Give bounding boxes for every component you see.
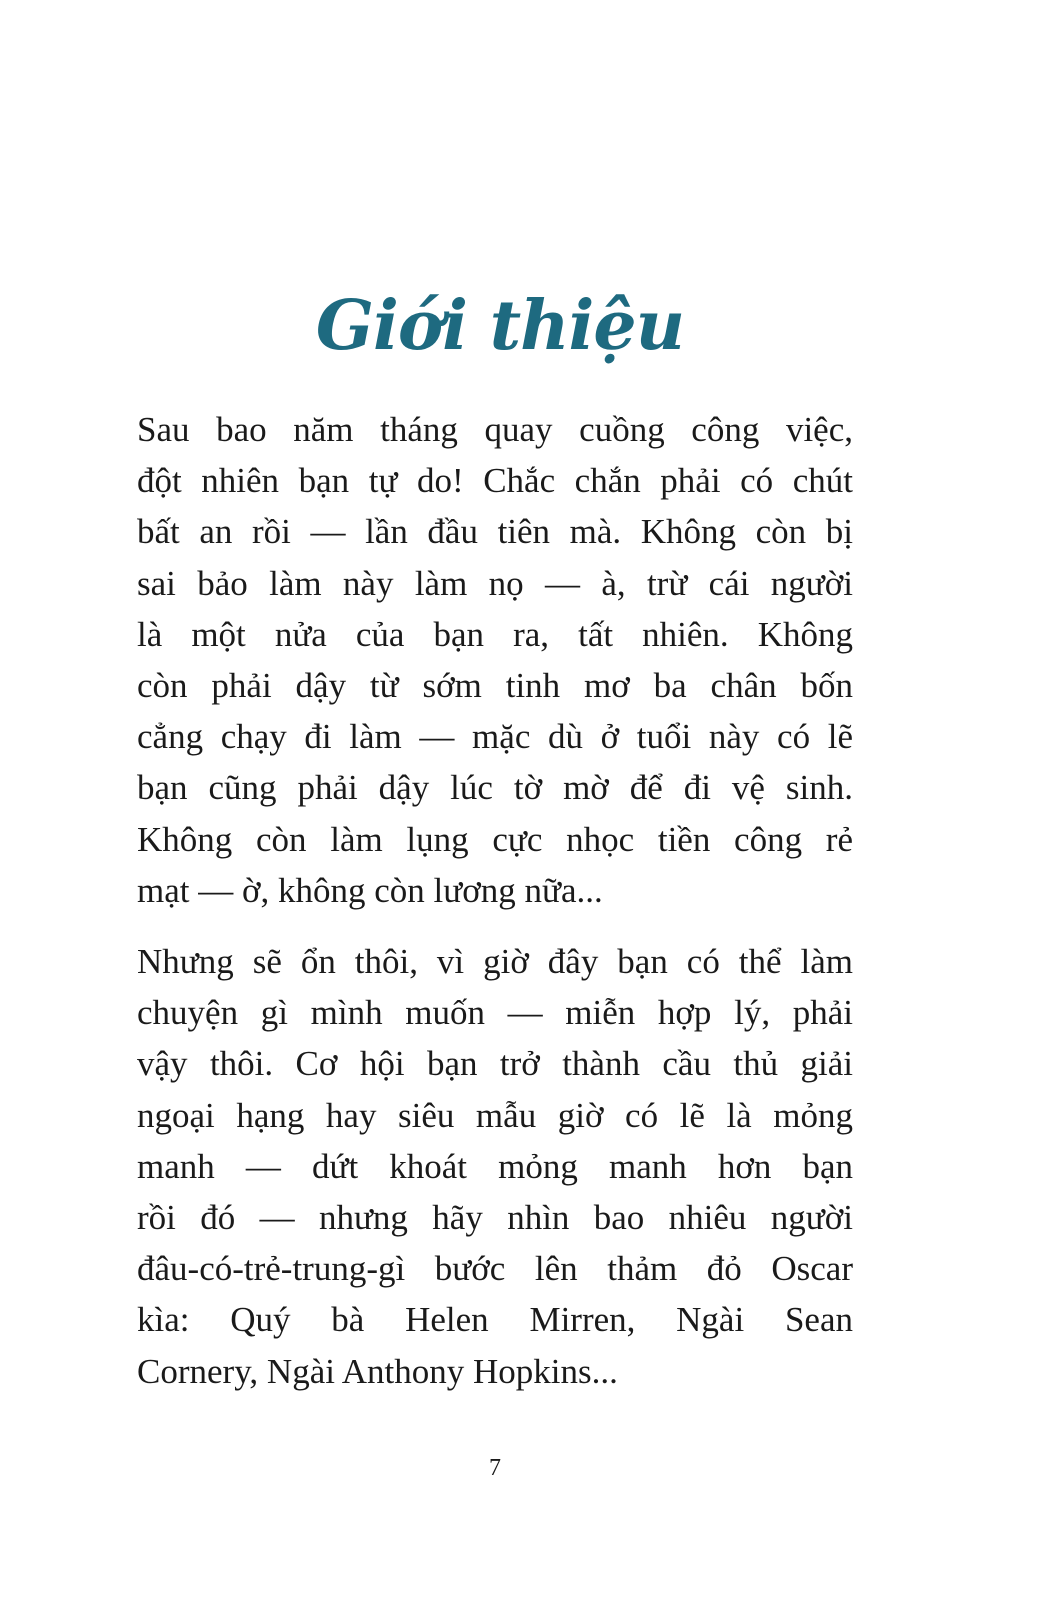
text-line: Nhưng sẽ ổn thôi, vì giờ đây bạn có thể làm — [137, 942, 853, 981]
text-line: bất an rồi — lần đầu tiên mà. Không còn bị — [137, 512, 853, 552]
text-line: Cornery, Ngài Anthony Hopkins... — [137, 1351, 618, 1391]
text-line: bạn cũng phải dậy lúc tờ mờ để đi vệ sinh. — [137, 768, 853, 808]
page-number: 7 — [489, 1455, 501, 1481]
text-line: Không còn làm lụng cực nhọc tiền công rẻ — [137, 819, 853, 859]
paragraph-2 — [137, 936, 853, 1397]
text-line: là một nửa của bạn ra, tất nhiên. Không — [137, 614, 853, 654]
chapter-title: Giới thiệu — [315, 285, 685, 366]
text-line: vậy thôi. Cơ hội bạn trở thành cầu thủ giải — [137, 1044, 853, 1084]
text-line: ngoại hạng hay siêu mẫu giờ có lẽ là mỏng — [137, 1095, 853, 1135]
text-line: mạt — ờ, không còn lương nữa... — [137, 870, 603, 910]
text-line: còn phải dậy từ sớm tinh mơ ba chân bốn — [137, 665, 853, 705]
text-line: sai bảo làm này làm nọ — à, trừ cái người — [137, 563, 853, 603]
text-line: kìa: Quý bà Helen Mirren, Ngài Sean — [137, 1300, 853, 1340]
paragraph-1 — [137, 404, 853, 916]
text-line: Sau bao năm tháng quay cuồng công việc, — [137, 410, 853, 449]
text-line: manh — dứt khoát mỏng manh hơn bạn — [137, 1146, 853, 1186]
text-line: rồi đó — nhưng hãy nhìn bao nhiêu người — [137, 1197, 853, 1237]
text-line: cẳng chạy đi làm — mặc dù ở tuổi này có lẽ — [137, 717, 853, 757]
text-line: đâu-có-trẻ-trung-gì bước lên thảm đỏ Oscar — [137, 1249, 853, 1289]
text-line: đột nhiên bạn tự do! Chắc chắn phải có chút — [137, 461, 853, 501]
text-line: chuyện gì mình muốn — miễn hợp lý, phải — [137, 993, 853, 1033]
